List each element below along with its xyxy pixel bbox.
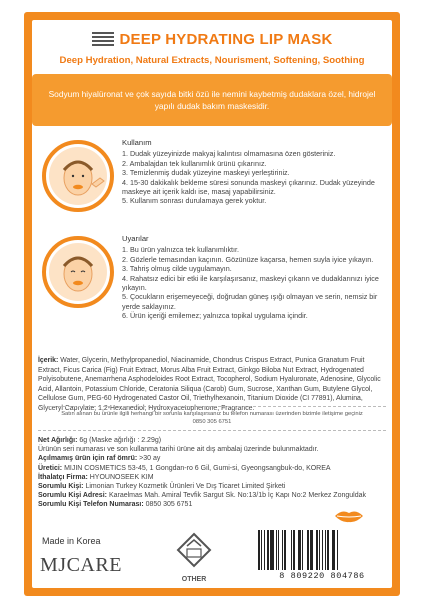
face-with-mask-icon xyxy=(42,236,114,308)
list-item: 3. Temizlenmiş dudak yüzeyine maskeyi yerleştiriniz. xyxy=(122,168,290,178)
warnings-section xyxy=(42,234,382,330)
list-item: 6. Ürün içeriği emilemez; yalnızca topikal uygulama içindir. xyxy=(122,311,308,321)
usage-heading: Kullanım xyxy=(122,138,152,147)
ingredients-text: Water, Glycerin, Methylpropanediol, Niacinamide, Chondrus Crispus Extract, Punica Granatum Fruit Extract, Ficus Carica (Fig) Fruit Extract, Morus Alba Fruit Extract, Ginkgo Biloba Nut Extract, Hydrogenated Polyisobutene, Anemarrhena Asphodeloides Root Extract, Tocopherol, Sodium Hyaluronate, Adenosine, Glycolic Acid, Allantoin, Potassium Chloride, Ceratonia Siliqua (Carob) Gum, Sucrose, Xanthan Gum, Butylene Glycol, Cellulose Gum, PEG-60 Hydrogenated Castor Oil, Triethylhexanoin, Titanium Dioxide (CI 77891), Alumina, Glyceryl Caprylate, 1,2-Hexanediol, Hydroxyacetophenone, Fragrance. xyxy=(38,357,381,412)
support-notice xyxy=(38,410,386,426)
fact-row: Açılmamış ürün için raf ömrü: >30 ay xyxy=(38,455,161,463)
fact-row: Sorumlu Kişi Telefon Numarası: 0850 305 6751 xyxy=(38,501,193,509)
label-card xyxy=(32,20,392,588)
list-item: 5. Kullanım sonrası durulamaya gerek yoktur. xyxy=(122,196,267,206)
recycle-icon xyxy=(176,532,212,572)
fact-row: Üretici: MIJIN COSMETICS 53-45, 1 Gongdan-ro 6 Gil, Gumi-si, Gyeongsangbuk-do, KOREA xyxy=(38,464,331,472)
made-in-label: Made in Korea xyxy=(42,536,101,546)
list-item: 2. Ambalajdan tek kullanımlık ürünü çıkarınız. xyxy=(122,158,267,168)
stripes-icon xyxy=(92,32,114,46)
face-with-mask-icon xyxy=(42,140,114,212)
list-item: 1. Bu ürün yalnızca tek kullanımlıktır. xyxy=(122,245,240,255)
list-item: 1. Dudak yüzeyinizde makyaj kalıntısı olmamasına özen gösteriniz. xyxy=(122,149,336,159)
fact-row: Net Ağırlığı: 6g (Maske ağırlığı : 2.29g) xyxy=(38,437,162,444)
notice-text: Satın alınan bu ürünle ilgili herhangi bir sorunla karşılaşırsanız bu telefon numarası üzerinden bizimle iletişime geçiniz xyxy=(61,411,363,417)
header xyxy=(38,28,386,50)
list-item: 3. Tahriş olmuş cilde uygulamayın. xyxy=(122,264,232,274)
fact-row: İthalatçı Firma: HYOUNOSEEK KIM xyxy=(38,473,154,481)
divider xyxy=(38,430,386,431)
warnings-heading: Uyarılar xyxy=(122,234,149,243)
divider xyxy=(38,406,386,407)
list-item: 2. Gözlerle temasından kaçının. Gözünüze kaçarsa, hemen suyla iyice yıkayın. xyxy=(122,254,374,264)
list-item: 4. 15-30 dakikalık bekleme süresi sonunda maskeyi çıkarınız. Dudak yüzeyinde maskeye ait içerik kaldı ise, masaj yapabilirsiniz. xyxy=(122,177,375,197)
fact-row: Ürünün seri numarası ve son kullanma tarihi ürüne ait dış ambalaj üzerinde bulunmaktadır. xyxy=(38,446,319,454)
product-facts xyxy=(38,436,386,510)
notice-phone: 0850 305 6751 xyxy=(192,419,232,425)
product-subtitle: Deep Hydration, Natural Extracts, Nourisment, Softening, Soothing xyxy=(59,55,365,66)
usage-section xyxy=(42,138,382,234)
ingredients-label: İçerik: xyxy=(38,357,59,364)
list-item: 5. Çocukların erişemeyeceği, doğrudan güneş ışığı olmayan ve serin, nemsiz bir yerde saklayınız. xyxy=(122,292,378,311)
brand-logo: MJCARE xyxy=(40,554,122,576)
fact-row: Sorumlu Kişi: Limonian Turkey Kozmetik Ürünleri Ve Dış Ticaret Limited Şirketi xyxy=(38,483,286,491)
banner-text: Sodyum hiyalüronat ve çok sayıda bitki özü ile nemini kaybetmiş dudaklara özel, hidrojel yapılı dudak bakım maskesidir. xyxy=(48,89,376,111)
ingredients-block xyxy=(38,356,386,414)
barcode xyxy=(258,530,386,570)
description-banner xyxy=(32,74,392,126)
list-item: 4. Rahatsız edici bir etki ile karşılaşırsanız, maskeyi çıkarın ve dudaklarınızı iyice yıkayın. xyxy=(122,273,379,293)
recycle-label: OTHER xyxy=(181,576,207,583)
lips-icon xyxy=(334,508,364,524)
product-title: DEEP HYDRATING LIP MASK xyxy=(119,30,333,48)
fact-row: Sorumlu Kişi Adresi: Karaelmas Mah. Amiral Tevfik Sargut Sk. No:13/1b İç Kapı No:2 Merkez Zonguldak xyxy=(38,492,366,500)
barcode-number: 8 809220 804786 xyxy=(279,571,365,581)
